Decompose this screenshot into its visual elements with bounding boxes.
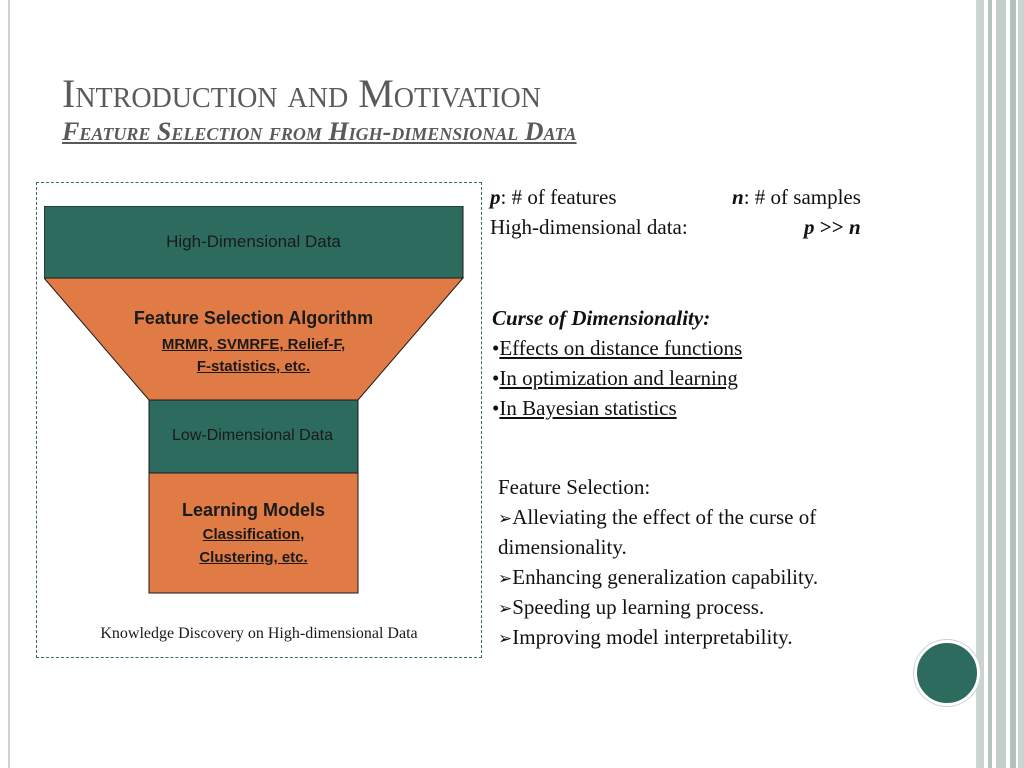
fs-item-2 — [498, 562, 818, 594]
bullet: • — [492, 336, 500, 360]
stage4-line2: Clustering, etc. — [199, 549, 308, 566]
knowledge-discovery-caption: Knowledge Discovery on High-dimensional Data — [100, 625, 418, 642]
stage1-label: High-Dimensional Data — [166, 232, 341, 251]
stage2-line1: MRMR, SVMRFE, Relief-F, — [161, 336, 346, 353]
curse-item-2 — [492, 363, 738, 393]
bullet: • — [492, 366, 500, 390]
fs-item-4 — [498, 622, 793, 654]
decorative-side-stripes — [978, 0, 1024, 768]
curse-heading: Curse of Dimensionality: — [492, 306, 711, 330]
n-symbol: n — [732, 185, 744, 209]
stage3-label: Low-Dimensional Data — [172, 427, 333, 444]
curse-item-text: In optimization and learning — [499, 366, 738, 390]
p-much-greater-n — [804, 212, 861, 242]
fs-item-text: Improving model interpretability. — [512, 625, 793, 649]
bullet: • — [492, 396, 500, 420]
arrow-bullet-icon: ➢ — [498, 569, 513, 589]
arrow-bullet-icon: ➢ — [498, 509, 513, 529]
high-dimensional-label: High-dimensional data: — [490, 215, 688, 239]
feature-selection-heading: Feature Selection: — [498, 475, 651, 499]
p-symbol: p — [490, 185, 501, 209]
relation-operator: >> — [814, 215, 849, 239]
stage2-title: Feature Selection Algorithm — [133, 308, 374, 328]
fs-item-3 — [498, 592, 764, 624]
decorative-circle — [914, 640, 980, 706]
samples-notation — [732, 182, 861, 212]
arrow-bullet-icon: ➢ — [498, 599, 513, 619]
relation-p: p — [804, 215, 815, 239]
stage4-title: Learning Models — [181, 500, 325, 520]
slide-title: Introduction and Motivation — [62, 71, 542, 116]
slide-subtitle: Feature Selection from High-dimensional Data — [62, 117, 577, 146]
fs-item-1-cont: dimensionality. — [498, 535, 627, 559]
p-description: : # of features — [500, 185, 617, 209]
curse-item-3 — [492, 393, 677, 423]
n-description: : # of samples — [743, 185, 861, 209]
stage4-line1: Classification, — [202, 526, 305, 543]
relation-n: n — [848, 215, 861, 239]
curse-item-1 — [492, 333, 742, 363]
curse-item-text: In Bayesian statistics — [499, 396, 677, 420]
fs-item-text: Enhancing generalization capability. — [512, 565, 819, 589]
arrow-bullet-icon: ➢ — [498, 629, 513, 649]
curse-item-text: Effects on distance functions — [499, 336, 743, 360]
fs-item-1 — [498, 502, 816, 534]
features-notation — [490, 182, 617, 212]
fs-item-text: Alleviating the effect of the curse of — [512, 505, 817, 529]
fs-item-text: Speeding up learning process. — [512, 595, 765, 619]
stage2-line2: F-statistics, etc. — [196, 358, 311, 375]
